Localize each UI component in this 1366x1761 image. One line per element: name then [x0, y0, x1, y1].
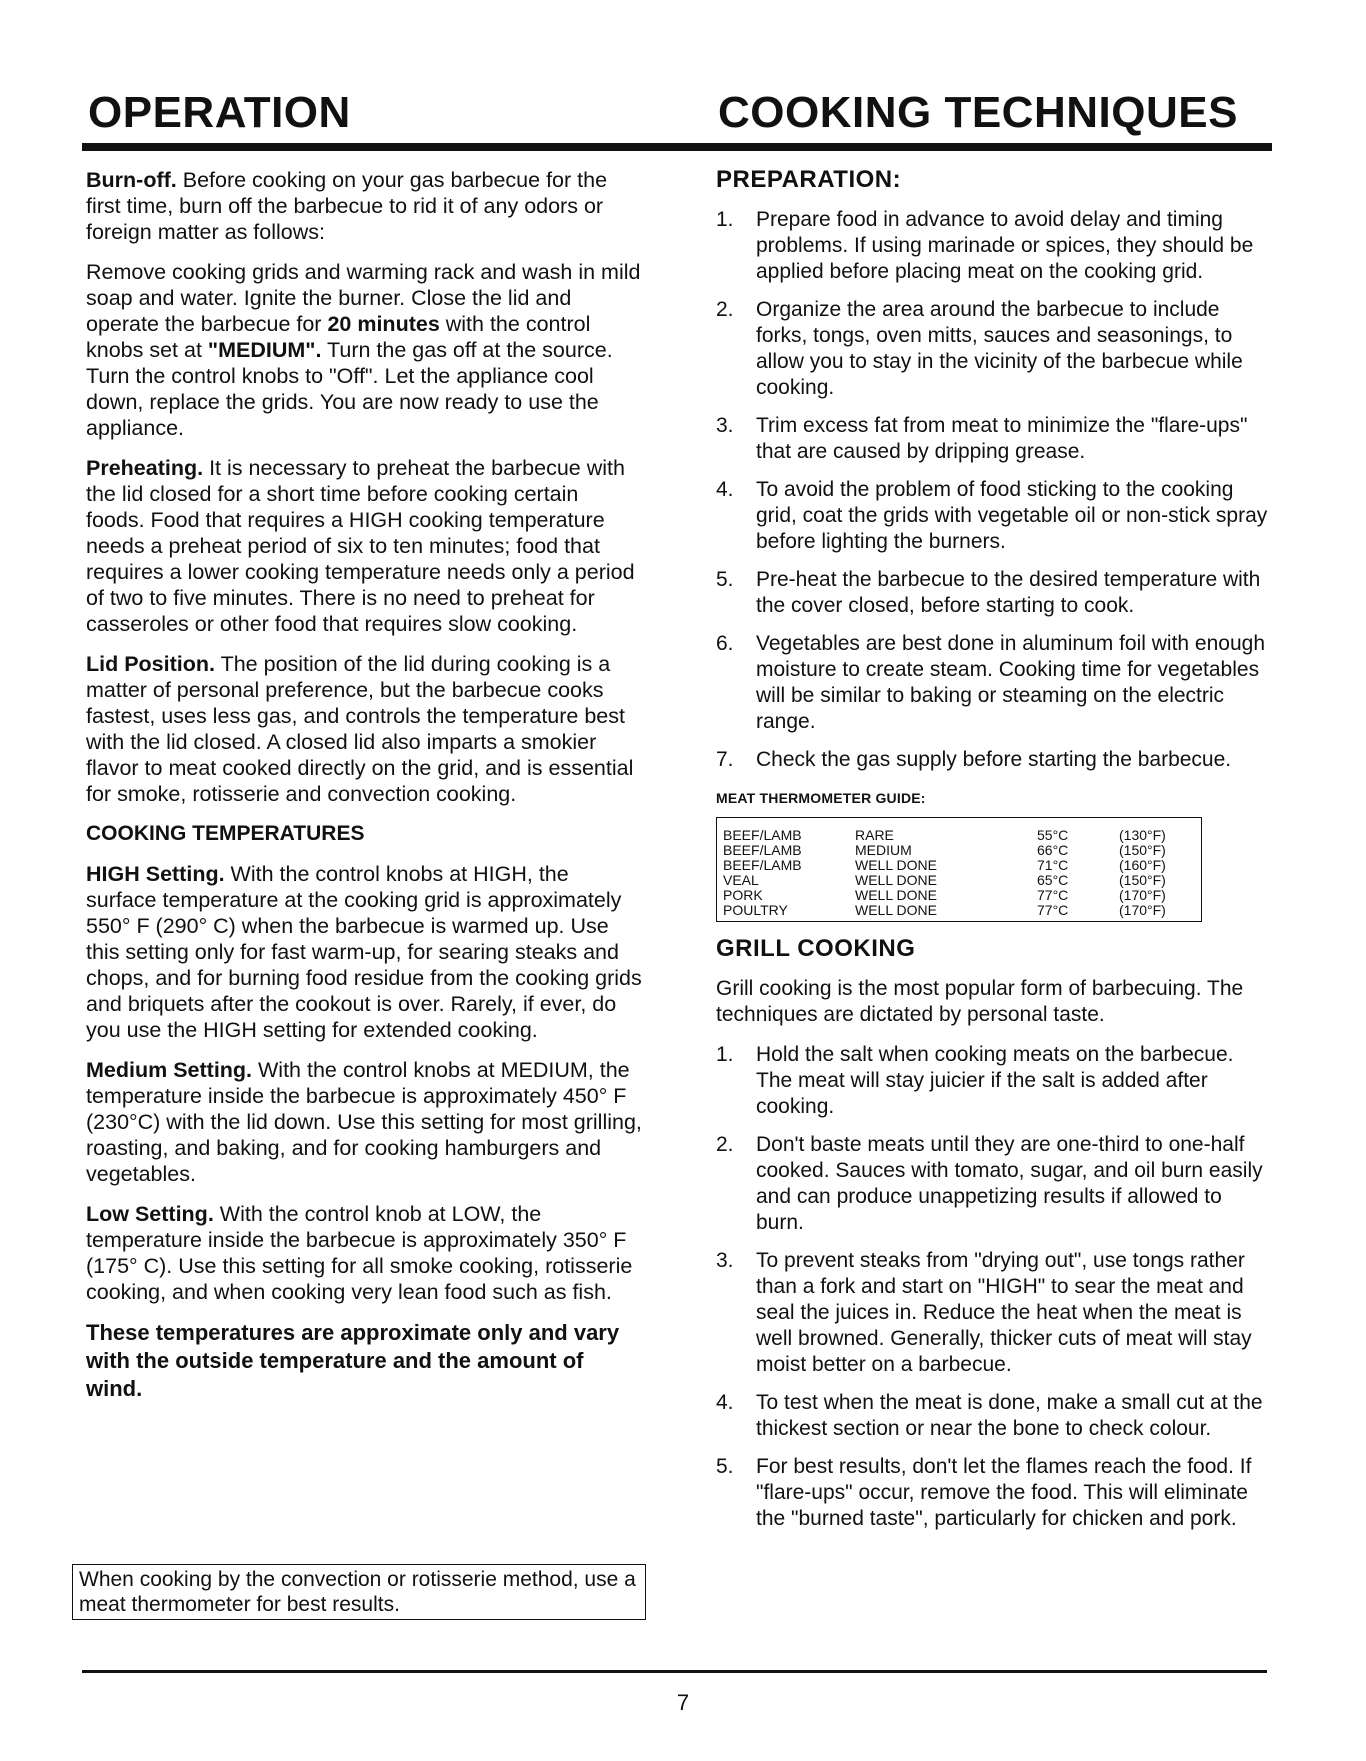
high-text: With the control knobs at HIGH, the surface temperature at the cooking grid is approximately 550° F (290° C) when the barbecue is warmed up. Use this setting only for fast warm-up, for searing steaks and chops, and for burning food residue from the cooking grids and briquets after the cookout is over. Rarely, if ever, do you use the HIGH setting for extended cooking.: [86, 862, 642, 1042]
table-cell-c: 77°C: [1037, 887, 1069, 903]
list-item-text: To test when the meat is done, make a small cut at the thickest section or near the bone to check colour.: [756, 1391, 1263, 1440]
table-cell-c: 65°C: [1037, 872, 1069, 888]
list-item-number: 5.: [716, 568, 734, 591]
thermometer-note-box: When cooking by the convection or rotisserie method, use a meat thermometer for best results.: [72, 1564, 646, 1620]
table-cell-c: 77°C: [1037, 902, 1069, 918]
remove-bold-2: "MEDIUM".: [207, 338, 322, 362]
remove-text-1: Remove cooking grids and warming rack and wash in mild soap and water. Ignite the burner. Close the lid and operate the barbecue for: [86, 260, 641, 336]
cooking-techniques-column: [716, 167, 1272, 1544]
remove-bold-1: 20 minutes: [327, 312, 440, 336]
medium-setting-paragraph: [86, 1057, 642, 1187]
operation-column: [86, 167, 642, 1403]
list-item-number: 6.: [716, 632, 734, 655]
medium-text: With the control knobs at MEDIUM, the temperature inside the barbecue is approximately 450° F (230°C) with the lid down. Use this setting for most grilling, roasting, and baking, and for cooking hamburgers and vegetables.: [86, 1058, 642, 1186]
list-item-text: Prepare food in advance to avoid delay and timing problems. If using marinade or spices, they should be applied before placing meat on the cooking grid.: [756, 208, 1254, 283]
list-item-text: To prevent steaks from "drying out", use tongs rather than a fork and start on "HIGH" to sear the meat and seal the juices in. Reduce the heat when the meat is well browned. Generally, thicker cuts of meat will stay moist better on a barbecue.: [756, 1249, 1252, 1376]
list-item-text: To avoid the problem of food sticking to the cooking grid, coat the grids with vegetable oil or non-stick spray before lighting the burners.: [756, 478, 1268, 553]
preheating-lead: Preheating.: [86, 456, 204, 480]
table-cell-done: RARE: [855, 827, 894, 843]
table-cell-done: WELL DONE: [855, 887, 937, 903]
list-item: [716, 1454, 1272, 1532]
preparation-list: [716, 207, 1272, 773]
table-cell-f: (160°F): [1119, 857, 1166, 873]
list-item-text: Trim excess fat from meat to minimize the "flare-ups" that are caused by dripping grease.: [756, 414, 1248, 463]
list-item-text: Organize the area around the barbecue to include forks, tongs, oven mitts, sauces and seasonings, to allow you to stay in the vicinity of the barbecue while cooking.: [756, 298, 1243, 399]
table-cell-meat: BEEF/LAMB: [723, 827, 802, 843]
table-cell-meat: POULTRY: [723, 902, 788, 918]
footer-rule: [82, 1670, 1267, 1673]
burnoff-text: Before cooking on your gas barbecue for the first time, burn off the barbecue to rid it of any odors or foreign matter as follows:: [86, 168, 608, 244]
list-item-text: Vegetables are best done in aluminum foil with enough moisture to create steam. Cooking time for vegetables will be similar to baking or steaming on the electric range.: [756, 632, 1266, 733]
medium-lead: Medium Setting.: [86, 1058, 253, 1082]
preheating-paragraph: [86, 455, 642, 637]
remove-text-3: Turn the gas off at the source. Turn the control knobs to "Off". Let the appliance cool down, replace the grids. You are now ready to use the appliance.: [86, 338, 613, 440]
list-item: [716, 297, 1272, 401]
list-item: [716, 1248, 1272, 1378]
table-cell-done: WELL DONE: [855, 872, 937, 888]
list-item: [716, 747, 1272, 773]
table-cell-meat: VEAL: [723, 872, 759, 888]
low-lead: Low Setting.: [86, 1202, 214, 1226]
table-cell-meat: BEEF/LAMB: [723, 857, 802, 873]
meat-thermometer-table: [716, 817, 1202, 922]
lid-position-paragraph: [86, 651, 642, 807]
list-item-text: For best results, don't let the flames reach the food. If "flare-ups" occur, remove the food. This will eliminate the "burned taste", particularly for chicken and pork.: [756, 1455, 1252, 1530]
list-item-number: 1.: [716, 1043, 734, 1066]
list-item-text: Hold the salt when cooking meats on the barbecue. The meat will stay juicier if the salt is added after cooking.: [756, 1043, 1234, 1118]
list-item-number: 7.: [716, 748, 734, 771]
list-item: [716, 477, 1272, 555]
grill-cooking-heading: GRILL COOKING: [716, 935, 916, 962]
list-item-number: 2.: [716, 1133, 734, 1156]
list-item: [716, 631, 1272, 735]
list-item-text: Check the gas supply before starting the barbecue.: [756, 748, 1232, 771]
table-cell-c: 71°C: [1037, 857, 1069, 873]
table-cell-done: WELL DONE: [855, 902, 937, 918]
list-item-number: 3.: [716, 414, 734, 437]
preparation-heading: PREPARATION:: [716, 166, 902, 193]
table-cell-c: 55°C: [1037, 827, 1069, 843]
lid-lead: Lid Position.: [86, 652, 215, 676]
table-cell-meat: PORK: [723, 887, 763, 903]
list-item: [716, 413, 1272, 465]
table-cell-done: WELL DONE: [855, 857, 937, 873]
lid-text: The position of the lid during cooking is a matter of personal preference, but the barbecue cooks fastest, uses less gas, and controls the temperature best with the lid closed. A closed lid also imparts a smokier flavor to meat cooked directly on the grid, and is essential for smoke, rotisserie and convection cooking.: [86, 652, 634, 806]
preheating-text: It is necessary to preheat the barbecue with the lid closed for a short time before cooking certain foods. Food that requires a HIGH cooking temperature needs a preheat period of six to ten minutes; food that requires a lower cooking temperature needs only a period of two to five minutes. There is no need to preheat for casseroles or other food that requires slow cooking.: [86, 456, 635, 636]
low-text: With the control knob at LOW, the temperature inside the barbecue is approximately 350° F (175° C). Use this setting for all smoke cooking, rotisserie cooking, and when cooking very lean food such as fish.: [86, 1202, 633, 1304]
grill-cooking-intro: Grill cooking is the most popular form of barbecuing. The techniques are dictated by personal taste.: [716, 977, 1244, 1026]
cooking-techniques-heading: COOKING TECHNIQUES: [718, 88, 1238, 137]
grill-cooking-list: [716, 1042, 1272, 1532]
table-cell-f: (150°F): [1119, 872, 1166, 888]
table-row: [717, 843, 1202, 858]
list-item: [716, 207, 1272, 285]
list-item-number: 4.: [716, 1391, 734, 1414]
list-item-text: Don't baste meats until they are one-third to one-half cooked. Sauces with tomato, sugar, and oil burn easily and can produce unappetizing results if allowed to burn.: [756, 1133, 1263, 1234]
list-item: [716, 1390, 1272, 1442]
table-cell-f: (170°F): [1119, 902, 1166, 918]
low-setting-paragraph: [86, 1201, 642, 1305]
list-item: [716, 1042, 1272, 1120]
table-cell-done: MEDIUM: [855, 842, 912, 858]
burnoff-lead: Burn-off.: [86, 168, 177, 192]
table-cell-meat: BEEF/LAMB: [723, 842, 802, 858]
table-row: [717, 873, 1202, 888]
list-item-number: 4.: [716, 478, 734, 501]
header-rule: [82, 143, 1272, 151]
table-row: [717, 903, 1202, 922]
list-item-number: 3.: [716, 1249, 734, 1272]
burnoff-paragraph: [86, 167, 642, 245]
page-number: 7: [676, 1690, 690, 1715]
list-item-number: 2.: [716, 298, 734, 321]
list-item-text: Pre-heat the barbecue to the desired temperature with the cover closed, before starting to cook.: [756, 568, 1261, 617]
table-cell-c: 66°C: [1037, 842, 1069, 858]
table-row: [717, 888, 1202, 903]
table-cell-f: (130°F): [1119, 827, 1166, 843]
list-item-number: 5.: [716, 1455, 734, 1478]
table-row: [717, 818, 1202, 844]
burnoff-steps-paragraph: [86, 259, 642, 441]
table-cell-f: (150°F): [1119, 842, 1166, 858]
temperature-warning: These temperatures are approximate only and vary with the outside temperature and the amount of wind.: [86, 1320, 620, 1401]
table-cell-f: (170°F): [1119, 887, 1166, 903]
list-item: [716, 567, 1272, 619]
high-setting-paragraph: [86, 861, 642, 1043]
list-item: [716, 1132, 1272, 1236]
cooking-temperatures-heading: COOKING TEMPERATURES: [86, 822, 365, 845]
remove-text-2: with the control knobs set at: [86, 312, 591, 362]
table-row: [717, 858, 1202, 873]
operation-heading: OPERATION: [88, 88, 351, 137]
high-lead: HIGH Setting.: [86, 862, 225, 886]
meat-thermometer-guide-label: MEAT THERMOMETER GUIDE:: [716, 790, 926, 806]
list-item-number: 1.: [716, 208, 734, 231]
